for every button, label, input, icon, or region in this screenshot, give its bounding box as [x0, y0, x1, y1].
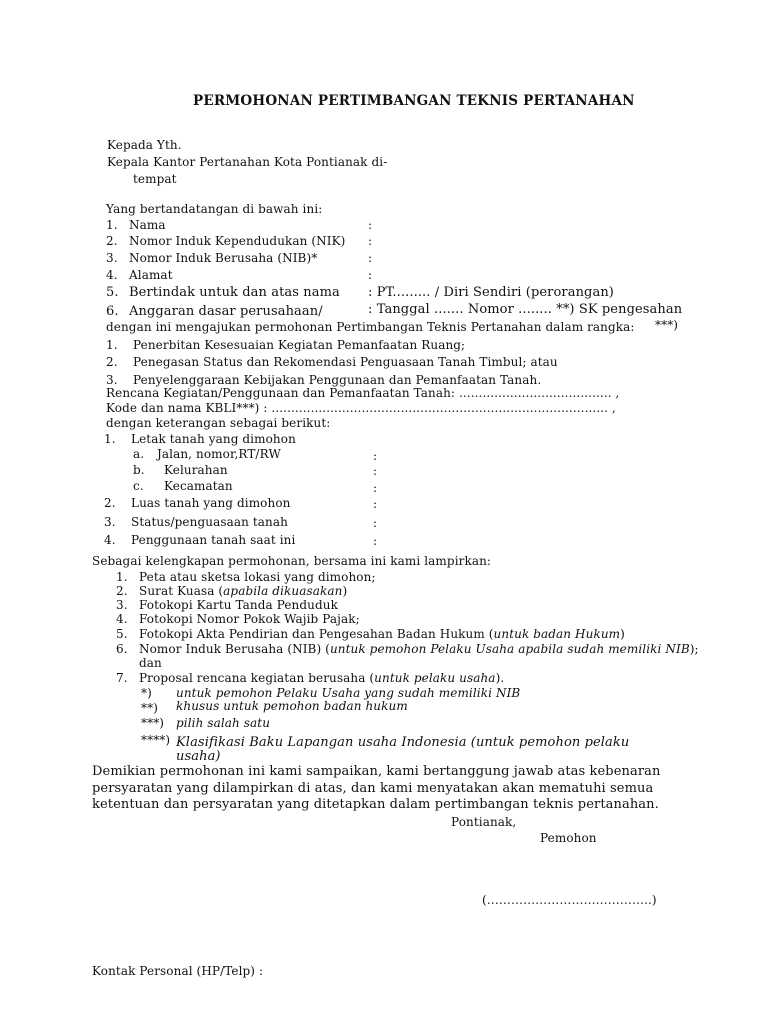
land-subnumber: c.: [133, 479, 144, 493]
field-label-anggaran: Anggaran dasar perusahaan/: [129, 304, 323, 319]
field-number: 1.: [106, 218, 118, 232]
attachment-item: Peta atau sketsa lokasi yang dimohon;: [139, 570, 376, 584]
purpose-number: 1.: [106, 338, 118, 352]
footnote-text: untuk pemohon Pelaku Usaha yang sudah memiliki NIB: [176, 686, 521, 700]
footnote-mark: ***): [141, 716, 165, 730]
land-number: 1.: [104, 432, 116, 446]
attachment-continuation: dan: [139, 656, 162, 670]
attachments-intro: Sebagai kelengkapan permohonan, bersama ini kami lampirkan:: [92, 554, 492, 568]
land-label-status: Status/penguasaan tanah: [131, 515, 288, 529]
land-subnumber: b.: [133, 463, 145, 477]
field-label-nik: Nomor Induk Kependudukan (NIK): [129, 234, 346, 248]
attachment-item: Proposal rencana kegiatan berusaha (untuk pelaku usaha).: [139, 671, 505, 685]
field-label-nib: Nomor Induk Berusaha (NIB)*: [129, 251, 318, 265]
purpose-item: Penegasan Status dan Rekomendasi Penguasaan Tanah Timbul; atau: [133, 355, 558, 369]
purpose-mark: ***): [655, 318, 679, 332]
land-value-jalan[interactable]: :: [373, 449, 378, 463]
footnote-text: Klasifikasi Baku Lapangan usaha Indonesia (untuk pemohon pelaku: [176, 735, 630, 750]
purpose-intro: dengan ini mengajukan permohonan Pertimbangan Teknis Pertanahan dalam rangka:: [106, 320, 635, 334]
document-title: PERMOHONAN PERTIMBANGAN TEKNIS PERTANAHAN: [193, 93, 635, 109]
land-value-penggunaan[interactable]: :: [373, 534, 378, 548]
land-value-kecamatan[interactable]: :: [373, 481, 378, 495]
land-number: 4.: [104, 533, 116, 547]
footnote-mark: **): [141, 701, 158, 715]
land-value-status[interactable]: :: [373, 516, 378, 530]
attachment-number: 5.: [116, 627, 128, 641]
closing-line: ketentuan dan persyaratan yang ditetapkan dalam pertimbangan teknis pertanahan.: [92, 797, 659, 812]
closing-line: persyaratan yang dilampirkan di atas, dan kami menyatakan akan mematuhi semua: [92, 781, 654, 796]
land-number: 2.: [104, 496, 116, 510]
rencana-kegiatan-line: Rencana Kegiatan/Penggunaan dan Pemanfaatan Tanah: ....................................... ,: [106, 386, 620, 400]
purpose-item: Penerbitan Kesesuaian Kegiatan Pemanfaatan Ruang;: [133, 338, 466, 352]
footnote-text: pilih salah satu: [176, 716, 271, 730]
signer-role: Pemohon: [540, 831, 597, 845]
land-label-jalan: Jalan, nomor,RT/RW: [157, 447, 281, 461]
purpose-number: 2.: [106, 355, 118, 369]
land-value-luas[interactable]: :: [373, 497, 378, 511]
recipient-line-1: Kepada Yth.: [107, 138, 182, 152]
attachment-item: Fotokopi Akta Pendirian dan Pengesahan Badan Hukum (untuk badan Hukum): [139, 627, 625, 641]
land-subnumber: a.: [133, 447, 145, 461]
attachment-item: Fotokopi Kartu Tanda Penduduk: [139, 598, 338, 612]
footnote-text: khusus untuk pemohon badan hukum: [176, 699, 408, 713]
attachment-item: Nomor Induk Berusaha (NIB) (untuk pemohon Pelaku Usaha apabila sudah memiliki NIB);: [139, 642, 699, 656]
field-value-nib[interactable]: :: [368, 251, 373, 265]
attachment-item: Surat Kuasa (apabila dikuasakan): [139, 584, 348, 598]
land-label-kelurahan: Kelurahan: [164, 463, 228, 477]
attachment-number: 7.: [116, 671, 128, 685]
attachment-number: 3.: [116, 598, 128, 612]
land-label-luas: Luas tanah yang dimohon: [131, 496, 291, 510]
field-number: 6.: [106, 304, 119, 319]
kbli-line: Kode dan nama KBLI***) : ...................................................................................... ,: [106, 401, 616, 415]
signature-line[interactable]: (…………………………………..): [482, 893, 657, 907]
field-value-nama[interactable]: :: [368, 218, 373, 232]
attachment-number: 2.: [116, 584, 128, 598]
field-label-bertindak: Bertindak untuk dan atas nama: [129, 285, 340, 300]
land-label-letak: Letak tanah yang dimohon: [131, 432, 296, 446]
recipient-line-2: Kepala Kantor Pertanahan Kota Pontianak di-: [107, 155, 388, 169]
field-value-alamat[interactable]: :: [368, 268, 373, 282]
purpose-number: 3.: [106, 373, 118, 387]
field-value-bertindak[interactable]: : PT......... / Diri Sendiri (perorangan): [368, 285, 614, 300]
field-number: 5.: [106, 285, 119, 300]
land-label-kecamatan: Kecamatan: [164, 479, 233, 493]
attachment-number: 6.: [116, 642, 128, 656]
field-value-anggaran[interactable]: : Tanggal ....... Nomor ........ **) SK pengesahan: [368, 302, 683, 317]
recipient-line-3: tempat: [133, 172, 177, 186]
field-number: 2.: [106, 234, 118, 248]
footnote-mark: ****): [141, 733, 171, 747]
attachment-number: 1.: [116, 570, 128, 584]
field-number: 3.: [106, 251, 118, 265]
contact-label: Kontak Personal (HP/Telp) :: [92, 964, 264, 978]
land-label-penggunaan: Penggunaan tanah saat ini: [131, 533, 296, 547]
footnote-mark: *): [141, 686, 152, 700]
closing-line: Demikian permohonan ini kami sampaikan, kami bertanggung jawab atas kebenaran: [92, 764, 661, 779]
field-value-nik[interactable]: :: [368, 234, 373, 248]
footnote-continuation: usaha): [176, 749, 221, 764]
land-value-kelurahan[interactable]: :: [373, 464, 378, 478]
field-label-alamat: Alamat: [129, 268, 173, 282]
attachment-item: Fotokopi Nomor Pokok Wajib Pajak;: [139, 612, 360, 626]
field-label-nama: Nama: [129, 218, 166, 232]
keterangan-intro: dengan keterangan sebagai berikut:: [106, 416, 331, 430]
purpose-item: Penyelenggaraan Kebijakan Penggunaan dan Pemanfaatan Tanah.: [133, 373, 542, 387]
field-number: 4.: [106, 268, 118, 282]
place-date: Pontianak,: [451, 815, 517, 829]
land-number: 3.: [104, 515, 116, 529]
intro-text: Yang bertandatangan di bawah ini:: [106, 202, 323, 216]
attachment-number: 4.: [116, 612, 128, 626]
